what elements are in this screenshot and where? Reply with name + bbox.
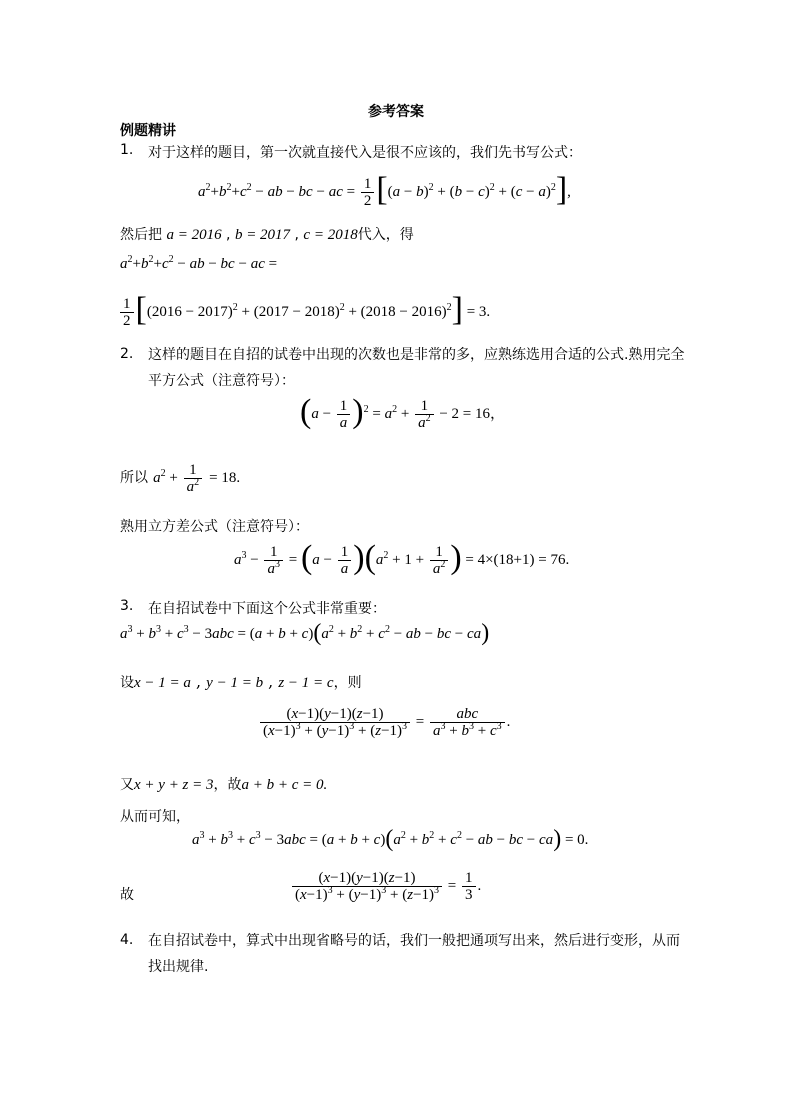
q1-val-c: c = 2018: [303, 227, 358, 243]
q1-then-line: 然后把 a = 2016 , b = 2017 , c = 2018代入，得: [120, 227, 414, 243]
q3-final-den: 3: [462, 886, 476, 903]
q3-also-line: [120, 774, 327, 794]
q1-numeric: $\frac{1}{2}$ $[(2016 - 2017)^2 + (2017 - 2018)^2 + (2018 - 2016)^2] = 3$.: [118, 296, 490, 329]
page-title: 参考答案: [368, 104, 424, 120]
q2-so-result: = 18.: [209, 469, 241, 486]
q1-result: = 3.: [466, 303, 491, 320]
q2-so-text: 所以: [120, 469, 148, 486]
q3-set-b: y − 1 = b: [206, 675, 264, 691]
section-heading: 例题精讲: [120, 123, 176, 139]
q1-val-b: b = 2017: [234, 227, 291, 243]
q1-lhs: $a^2+b^2+c^2$ − ab − bc − ac =: [120, 254, 278, 272]
q1-number: 1.: [120, 142, 134, 158]
q1-val-a: a = 2016: [166, 227, 222, 243]
q3-identity: $a^3 + b^3 + c^3 - 3abc = (a + b + c)(a^2 + b^2 + c^2$ − ab − bc − ca): [120, 620, 490, 646]
q2-eq1-result: − 2 = 16，: [439, 405, 505, 422]
q2-so-line: 所以 $a^2$ + $\frac{1}{a^2}$ = 18.: [120, 462, 241, 495]
q3-then-word: ，则: [333, 675, 362, 691]
q3-therefore: 故: [120, 887, 134, 903]
q3-set-text: 设: [120, 675, 134, 691]
q1-formula: $a^2+b^2+c^2$ − ab − bc − ac = $\frac{1}{2}$ $[(a - b)^2 + (b - c)^2 + (c - a)^2]$,: [198, 170, 571, 209]
q3-zero-eq: $a^3 + b^3 + c^3 - 3abc = (a + b + c)(a^2 + b^2 + c^2$ − ab − bc − ca) = 0.: [192, 826, 589, 852]
q2-number: 2.: [120, 346, 134, 362]
q3-set-c: z − 1 = c: [278, 675, 334, 691]
q1-text: 对于这样的题目，第一次就直接代入是很不应该的，我们先书写公式：: [148, 145, 582, 161]
q2-cube-text: 熟用立方差公式（注意符号）：: [120, 519, 309, 535]
q3-hence-eq: a + b + c = 0.: [241, 777, 328, 793]
q3-text: 在自招试卷中下面这个公式非常重要：: [148, 601, 386, 617]
q4-text: 在自招试卷中，算式中出现省略号的话，我们一般把通项写出来，然后进行变形，从而找出规律.: [148, 933, 680, 975]
q1-sub-text: 代入，得: [357, 227, 414, 243]
q3-from-text: 从而可知，: [120, 809, 190, 825]
q3-zero-result: = 0.: [564, 832, 589, 848]
q3-set-a: x − 1 = a: [134, 675, 191, 691]
q3-hence-text: ，故: [213, 777, 242, 793]
q4-number: 4.: [120, 932, 134, 948]
q3-final-eq: $\frac{(x-1)(y-1)(z-1)}{(x-1)^3 + (y-1)^3 + (z-1)^3}$ = $\frac{1}{3}$ .: [290, 870, 481, 903]
q2-cube-eq: $a^3$ − $\frac{1}{a^3}$ = (a − $\frac{1}{a}$ )($a^2 + 1$ + $\frac{1}{a^2}$ ) = 4×(18+1) = 76.: [234, 538, 570, 577]
q3-number: 3.: [120, 598, 134, 614]
q2-square-eq: (a − $\frac{1}{a}$ )$^2 = a^2$ + $\frac{1}{a^2}$ − 2 = 16，: [300, 392, 505, 431]
q3-also-text: 又: [120, 777, 134, 793]
q2-text: 这样的题目在自招的试卷中出现的次数也是非常的多，应熟练选用合适的公式.熟用完全平方公式（注意符号）：: [148, 347, 685, 389]
q1-then-text: 然后把: [120, 227, 162, 243]
q3-set-line: 设x − 1 = a , y − 1 = b , z − 1 = c，则: [120, 672, 362, 691]
q3-ratio-eq: $\frac{(x-1)(y-1)(z-1)}{(x-1)^3 + (y-1)^3 + (z-1)^3}$ = $\frac{\text{abc}}{a^3 + b^3 + c^3}$ .: [258, 706, 510, 739]
q3-also-eq: x + y + z = 3: [134, 777, 214, 793]
q2-cube-result: = 4×(18+1) = 76.: [465, 551, 570, 568]
q3-final-num: 1: [465, 870, 473, 886]
